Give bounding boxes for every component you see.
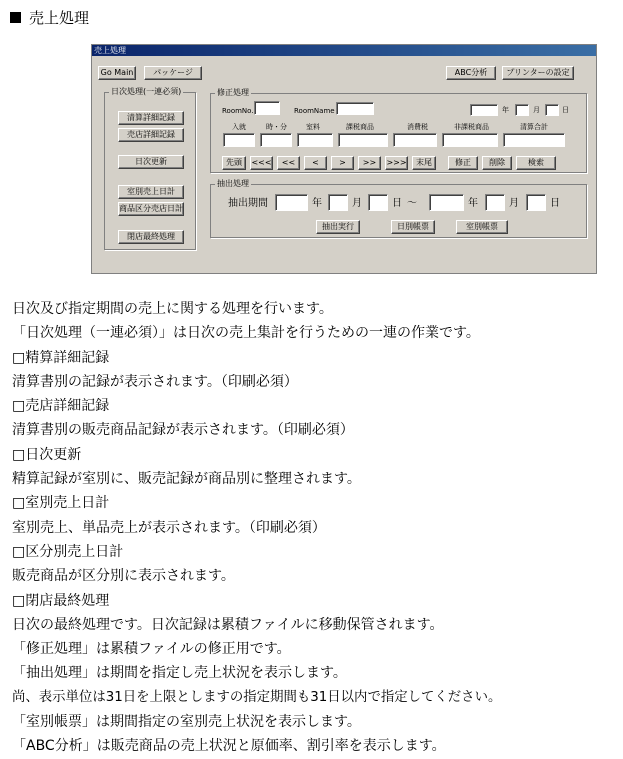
room-daily-sales-button[interactable]: 室別売上日計 [118, 185, 184, 199]
from-day-input[interactable] [368, 194, 388, 211]
description-line: □区分別売上日計 [12, 543, 124, 560]
total-input[interactable] [503, 133, 565, 147]
edit-day-input[interactable] [545, 104, 559, 116]
fix-button[interactable]: 修正 [448, 156, 478, 170]
description-line: 「修正処理」は累積ファイルの修正用です。 [12, 641, 291, 658]
delete-button[interactable]: 削除 [482, 156, 512, 170]
edit-month-label: 月 [533, 106, 540, 114]
page-heading-text: 売上処理 [29, 9, 90, 27]
last-record-button[interactable]: 末尾 [412, 156, 436, 170]
description-line: 清算書別の記録が表示されます。（印刷必須） [12, 373, 298, 390]
extract-run-button[interactable]: 抽出実行 [316, 220, 360, 234]
from-day-label: 日 [392, 198, 402, 209]
printer-settings-button[interactable]: プリンターの設定 [502, 66, 574, 80]
daily-update-button[interactable]: 日次更新 [118, 155, 184, 169]
col-label-room-fee: 室料 [306, 123, 320, 131]
description-line: 日次の最終処理です。日次記録は累積ファイルに移動保管されます。 [12, 616, 444, 633]
window-titlebar: 売上処理 [92, 45, 596, 56]
prev2-button[interactable]: << [277, 156, 300, 170]
description-line: □日次更新 [12, 446, 82, 463]
from-year-label: 年 [312, 198, 322, 209]
package-button[interactable]: パッケージ [144, 66, 202, 80]
to-year-label: 年 [468, 198, 478, 209]
taxable-input[interactable] [338, 133, 388, 147]
go-main-button[interactable]: Go Main [98, 66, 136, 80]
col-label-tax: 消費税 [407, 123, 428, 131]
room-ledger-button[interactable]: 室別帳票 [456, 220, 508, 234]
to-month-input[interactable] [485, 194, 505, 211]
from-year-input[interactable] [275, 194, 308, 211]
from-month-input[interactable] [328, 194, 348, 211]
time-input[interactable] [260, 133, 292, 147]
description-line: 「日次処理（一連必須）」は日次の売上集計を行うための一連の作業です。 [12, 325, 480, 342]
baiten-detail-button[interactable]: 売店詳細記録 [118, 128, 184, 142]
close-final-button[interactable]: 閉店最終処理 [118, 230, 184, 244]
daily-ledger-button[interactable]: 日別帳票 [391, 220, 435, 234]
description-line: 精算記録が室別に、販売記録が商品別に整理されます。 [12, 471, 361, 488]
room-no-input[interactable] [254, 101, 280, 115]
prev-button[interactable]: < [304, 156, 327, 170]
edit-day-label: 日 [562, 106, 569, 114]
seisan-detail-button[interactable]: 清算詳細記録 [118, 111, 184, 125]
nontaxable-input[interactable] [442, 133, 498, 147]
nyushu-input[interactable] [223, 133, 255, 147]
col-label-total: 清算合計 [520, 123, 548, 131]
tax-input[interactable] [393, 133, 437, 147]
edit-year-input[interactable] [470, 104, 498, 116]
description-line: □閉店最終処理 [12, 592, 110, 609]
abc-analysis-button[interactable]: ABC分析 [446, 66, 496, 80]
description-line: 「室別帳票」は期間指定の室別売上状況を表示します。 [12, 714, 361, 731]
category-daily-sales-button[interactable]: 商品区分売店日計 [118, 202, 184, 216]
next3-button[interactable]: >>> [385, 156, 408, 170]
description-line: 「抽出処理」は期間を指定し売上状況を表示します。 [12, 665, 347, 682]
next2-button[interactable]: >> [358, 156, 381, 170]
description-line: 「ABC分析」は販売商品の売上状況と原価率、割引率を表示します。 [12, 738, 446, 755]
extract-processing-caption: 抽出処理 [217, 179, 249, 188]
room-fee-input[interactable] [297, 133, 333, 147]
description-line: □精算詳細記録 [12, 349, 110, 366]
first-record-button[interactable]: 先頭 [222, 156, 246, 170]
to-year-input[interactable] [429, 194, 464, 211]
next-button[interactable]: > [331, 156, 354, 170]
description-line: 日次及び指定期間の売上に関する処理を行います。 [12, 301, 333, 317]
room-name-label: RoomName [294, 107, 335, 115]
black-square-icon [10, 12, 21, 23]
prev3-button[interactable]: <<< [250, 156, 273, 170]
col-label-time: 時・分 [266, 123, 287, 131]
room-name-input[interactable] [336, 102, 374, 115]
search-button[interactable]: 検索 [516, 156, 556, 170]
edit-month-input[interactable] [515, 104, 529, 116]
edit-year-label: 年 [502, 106, 509, 114]
description-line: □売店詳細記録 [12, 398, 110, 415]
to-day-label: 日 [550, 198, 560, 209]
page-heading [10, 8, 89, 28]
daily-processing-caption: 日次処理(一連必須) [111, 87, 182, 96]
edit-processing-caption: 修正処理 [217, 88, 249, 97]
room-no-label: RoomNo. [222, 107, 254, 115]
description-text [12, 297, 617, 759]
from-month-label: 月 [352, 198, 362, 209]
description-line: □室別売上日計 [12, 495, 110, 512]
to-month-label: 月 [509, 198, 519, 209]
to-day-input[interactable] [526, 194, 546, 211]
col-label-taxable: 課税商品 [346, 123, 374, 131]
col-label-nyushu: 入就 [232, 123, 246, 131]
description-line: 尚、表示単位は31日を上限としますの指定期間も31日以内で指定してください。 [12, 689, 502, 705]
extract-period-label: 抽出期間 [228, 198, 268, 209]
period-tilde: ～ [407, 198, 417, 209]
description-line: 販売商品が区分別に表示されます。 [12, 568, 235, 585]
description-line: 室別売上、単品売上が表示されます。（印刷必須） [12, 519, 326, 536]
description-line: 清算書別の販売商品記録が表示されます。（印刷必須） [12, 422, 354, 439]
col-label-nontaxable: 非課税商品 [454, 123, 489, 131]
sales-window-screenshot [91, 44, 597, 274]
